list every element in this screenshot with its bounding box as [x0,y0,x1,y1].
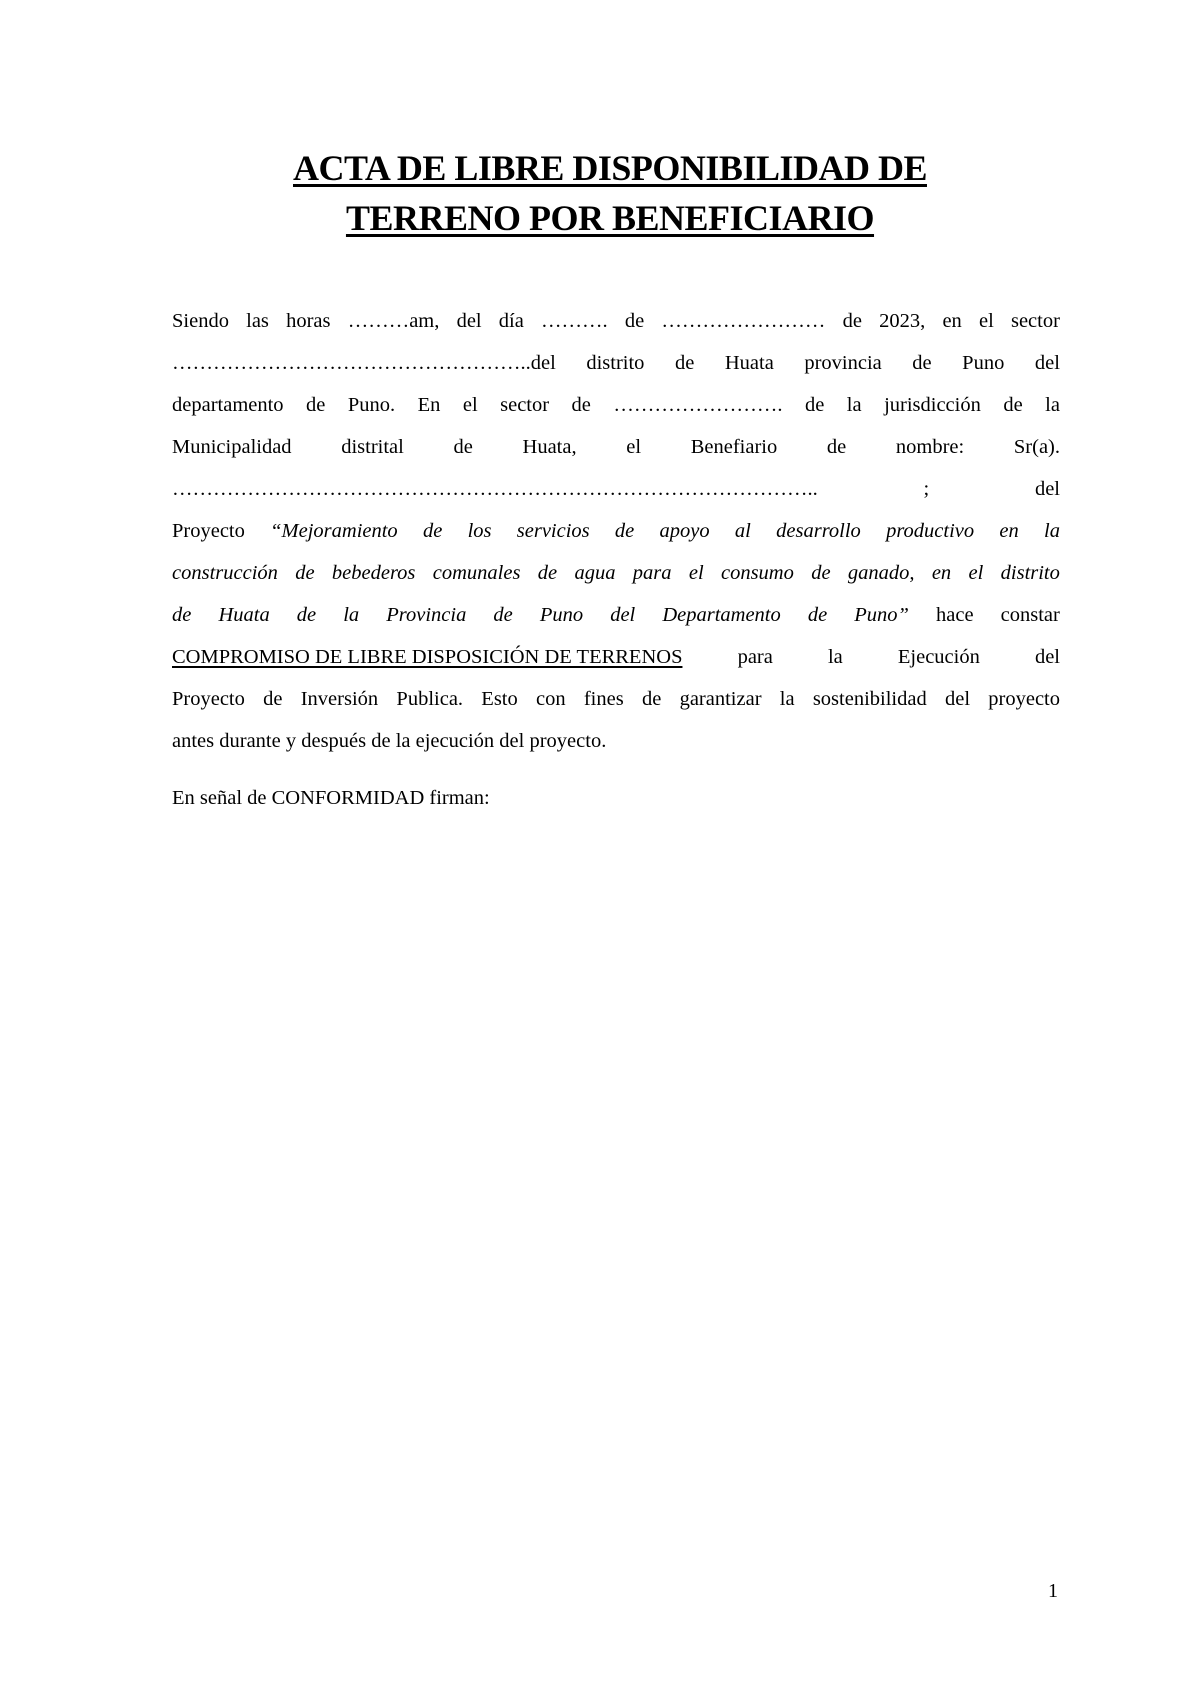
word: sector [500,394,550,416]
word: la [827,646,843,668]
word: jurisdicción [884,394,981,416]
word: departamento [172,394,284,416]
word: Huata [218,604,270,626]
word: de [263,688,283,710]
last-line [172,720,1060,762]
word: de [422,520,443,542]
word: proyecto [988,688,1060,710]
word: Departamento [662,604,781,626]
word: de [571,394,591,416]
word: Publica. [396,688,464,710]
word: desarrollo [776,520,861,542]
signature-prompt: En señal de CONFORMIDAD firman: [172,787,490,809]
word: Puno” [854,604,909,626]
word: las [246,310,269,332]
word: Puno. [347,394,396,416]
word: provincia [804,352,882,374]
word: de [306,394,326,416]
word: del [456,310,482,332]
word: construcción [172,562,278,584]
word: el [462,394,478,416]
word: para [632,562,672,584]
word: de [804,394,825,416]
word: de [172,604,192,626]
word: día [498,310,524,332]
word: comunales [432,562,521,584]
word: de [453,436,473,458]
word: del [944,688,971,710]
word: ………am, [347,310,440,332]
word: del [610,604,636,626]
title-line-1: ACTA DE LIBRE DISPONIBILIDAD DE [293,148,927,188]
word: de [614,520,635,542]
word: los [467,520,492,542]
word: apoyo [659,520,710,542]
commitment-line [172,636,1060,678]
body-line-4 [172,426,1060,468]
document-body [172,300,1060,762]
word: del [1034,646,1060,668]
word: garantizar [679,688,762,710]
word: el [626,436,642,458]
word: Sr(a). [1013,436,1060,458]
word: productivo [886,520,975,542]
word: de [493,604,513,626]
word: de [1003,394,1023,416]
word: de [826,436,847,458]
word: servicios [516,520,590,542]
word: el [968,562,984,584]
word: la [1044,520,1060,542]
word: Inversión [300,688,379,710]
word: para [737,646,773,668]
body-line-1 [172,300,1060,342]
word: sostenibilidad [812,688,927,710]
word: fines [583,688,624,710]
body-line-2 [172,342,1060,384]
body-line-3 [172,384,1060,426]
project-line-3 [172,594,1060,636]
word: ………. [541,310,608,332]
word: “Mejoramiento [270,520,398,542]
word: sector [1010,310,1060,332]
project-line-2 [172,552,1060,594]
word: con [536,688,566,710]
word: consumo [720,562,794,584]
last-line-text: antes durante y después de la ejecución del proyecto. [172,730,607,752]
word: de [842,310,862,332]
word: la [779,688,795,710]
word: Proyecto [172,520,245,542]
word: ganado, [847,562,915,584]
word: agua [574,562,616,584]
word: en [931,562,952,584]
word: bebederos [331,562,416,584]
word: del [1034,352,1060,374]
word: Municipalidad [172,436,292,458]
word: constar [1000,604,1060,626]
word: de [912,352,932,374]
word: Provincia [386,604,467,626]
word: 2023, [879,310,926,332]
word: distrital [341,436,404,458]
body-line-5 [172,468,1060,510]
word: el [688,562,704,584]
word: horas [286,310,331,332]
word: nombre: [895,436,965,458]
word: hace [936,604,974,626]
word: de [674,352,695,374]
word: Huata, [522,436,577,458]
word: ……………………. [613,394,783,416]
word: ………………………………………………………………………………….. [172,478,818,500]
word: En [417,394,441,416]
word: Puno [539,604,584,626]
word: …………………… [661,310,826,332]
word: Puno [962,352,1005,374]
word: Benefiario [690,436,778,458]
word: del [1034,478,1060,500]
project-line-1 [172,510,1060,552]
word: Esto [481,688,518,710]
word: la [846,394,862,416]
word: de [537,562,558,584]
commitment-underlined: COMPROMISO DE LIBRE DISPOSICIÓN DE TERRENOS [172,646,683,668]
word: de [295,562,315,584]
word: de [807,604,828,626]
word: Ejecución [897,646,980,668]
word: ……………………………………………..del [172,352,556,374]
word: en [999,520,1019,542]
word: distrito [586,352,645,374]
word: el [978,310,994,332]
word: de [296,604,317,626]
word: Huata [724,352,774,374]
word: Proyecto [172,688,245,710]
document-title [160,143,1060,243]
word: la [1045,394,1060,416]
word: Siendo [172,310,229,332]
word: ; [923,478,930,500]
word: de [624,310,645,332]
word: de [811,562,831,584]
word: en [942,310,962,332]
word: de [641,688,662,710]
page-number: 1 [1048,1580,1058,1602]
title-line-2: TERRENO POR BENEFICIARIO [345,198,875,238]
word: distrito [1000,562,1060,584]
word: la [343,604,360,626]
word: al [734,520,751,542]
investment-line [172,678,1060,720]
